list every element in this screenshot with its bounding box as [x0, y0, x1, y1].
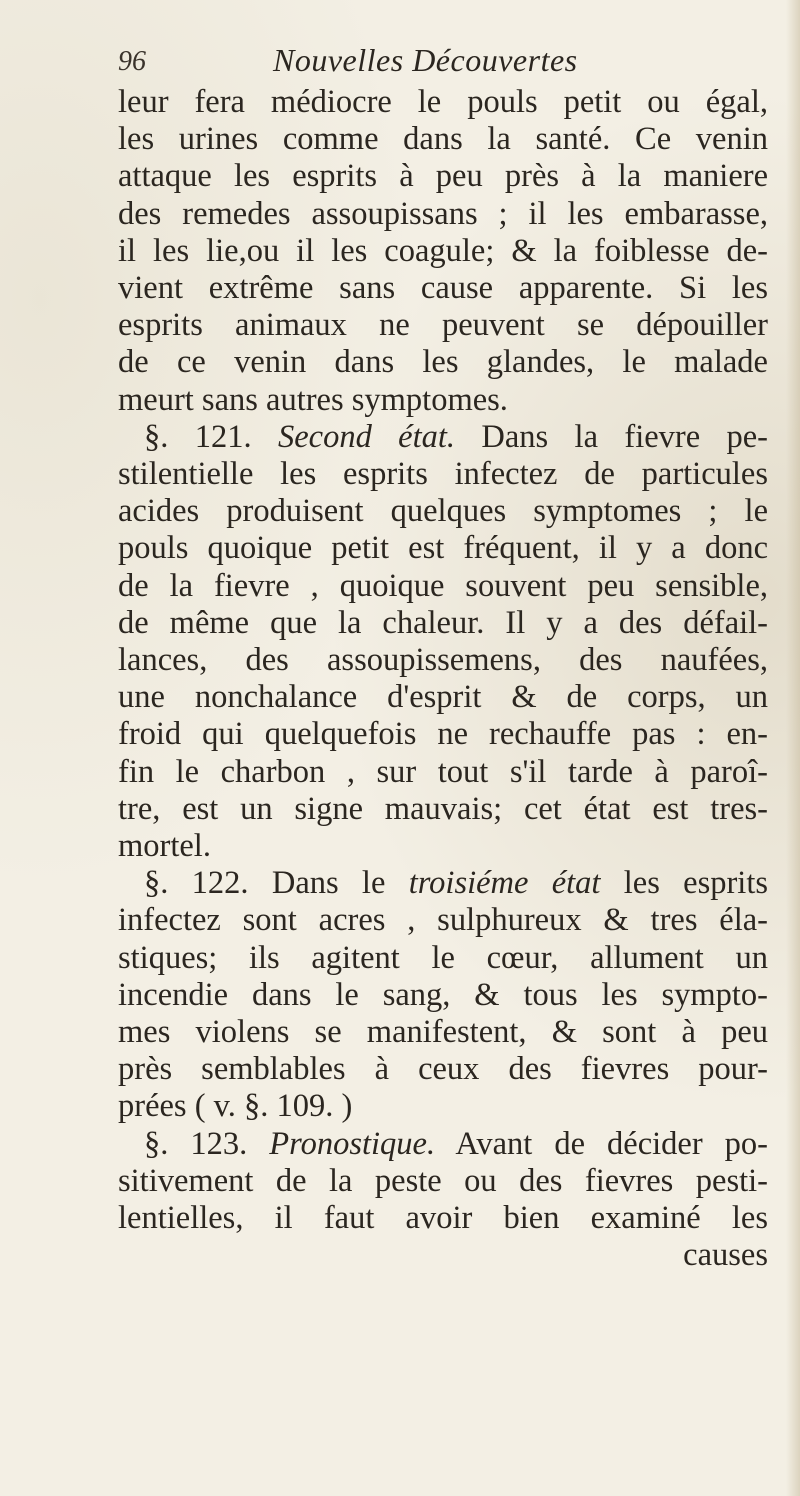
section-number: §. 122.: [144, 865, 249, 902]
text-line: de la fievre , quoique souvent peu sensible,: [118, 567, 768, 604]
text-line: attaque les esprits à peu près à la maniere: [118, 158, 768, 195]
text-line: lances, des assoupissemens, des naufées,: [118, 642, 768, 679]
text-line: mortel.: [118, 828, 211, 865]
text-line: mes violens se manifestent, & sont à peu: [118, 1014, 768, 1051]
text-line: prées ( v. §. 109. ): [118, 1088, 353, 1125]
section-121-heading-line: [118, 419, 768, 456]
text-line: esprits animaux ne peuvent se dépouiller: [118, 307, 768, 344]
text-line: infectez sont acres , sulphureux & tres éla-: [118, 902, 768, 939]
page-edge-shadow: [786, 0, 800, 1496]
text-line: vient extrême sans cause apparente. Si les: [118, 270, 768, 307]
text-line: meurt sans autres symptomes.: [118, 381, 508, 418]
section-123-heading-line: [118, 1126, 768, 1163]
section-heading: troisiéme état: [408, 865, 601, 902]
section-number: §. 121.: [144, 418, 252, 455]
text-line: pouls quoique petit est fréquent, il y a donc: [118, 530, 768, 567]
section-122-heading-line: [118, 865, 768, 902]
text-line: stiques; ils agitent le cœur, allument un: [118, 939, 768, 976]
catchword: causes: [683, 1237, 768, 1274]
text-line: acides produisent quelques symptomes ; le: [118, 493, 768, 530]
text-line: des remedes assoupissans ; il les embarasse,: [118, 195, 768, 232]
section-heading: Second état.: [277, 418, 456, 455]
text-line: froid qui quelquefois ne rechauffe pas : en-: [118, 716, 768, 753]
running-title: Nouvelles Découvertes: [273, 42, 578, 78]
page-number: 96: [118, 46, 146, 77]
section-text: Avant de décider po-: [455, 1125, 769, 1162]
text-line: sitivement de la peste ou des fievres pesti-: [118, 1162, 768, 1199]
text-line: tre, est un signe mauvais; cet état est tres-: [118, 790, 768, 827]
text-line: leur fera médiocre le pouls petit ou égal,: [118, 84, 768, 120]
body-text: [118, 84, 768, 1275]
text-line: une nonchalance d'esprit & de corps, un: [118, 679, 768, 716]
text-line: les urines comme dans la santé. Ce venin: [118, 121, 768, 158]
page-header: [118, 42, 678, 86]
text-line: incendie dans le sang, & tous les sympto-: [118, 976, 768, 1013]
text-line: stilentielle les esprits infectez de particules: [118, 456, 768, 493]
text-line: il les lie,ou il les coagule; & la foiblesse de-: [118, 232, 768, 269]
text-line: de même que la chaleur. Il y a des défail-: [118, 604, 768, 641]
section-heading: Pronostique.: [269, 1125, 436, 1162]
text-line: près semblables à ceux des fievres pour-: [118, 1051, 768, 1088]
section-text: Dans le: [271, 865, 386, 902]
text-line: fin le charbon , sur tout s'il tarde à paroî-: [118, 753, 768, 790]
text-line: lentielles, il faut avoir bien examiné les: [118, 1200, 768, 1237]
text-line: de ce venin dans les glandes, le malade: [118, 344, 768, 381]
section-text: les esprits: [623, 865, 769, 902]
section-text: Dans la fievre pe-: [481, 418, 768, 455]
section-number: §. 123.: [144, 1125, 248, 1162]
